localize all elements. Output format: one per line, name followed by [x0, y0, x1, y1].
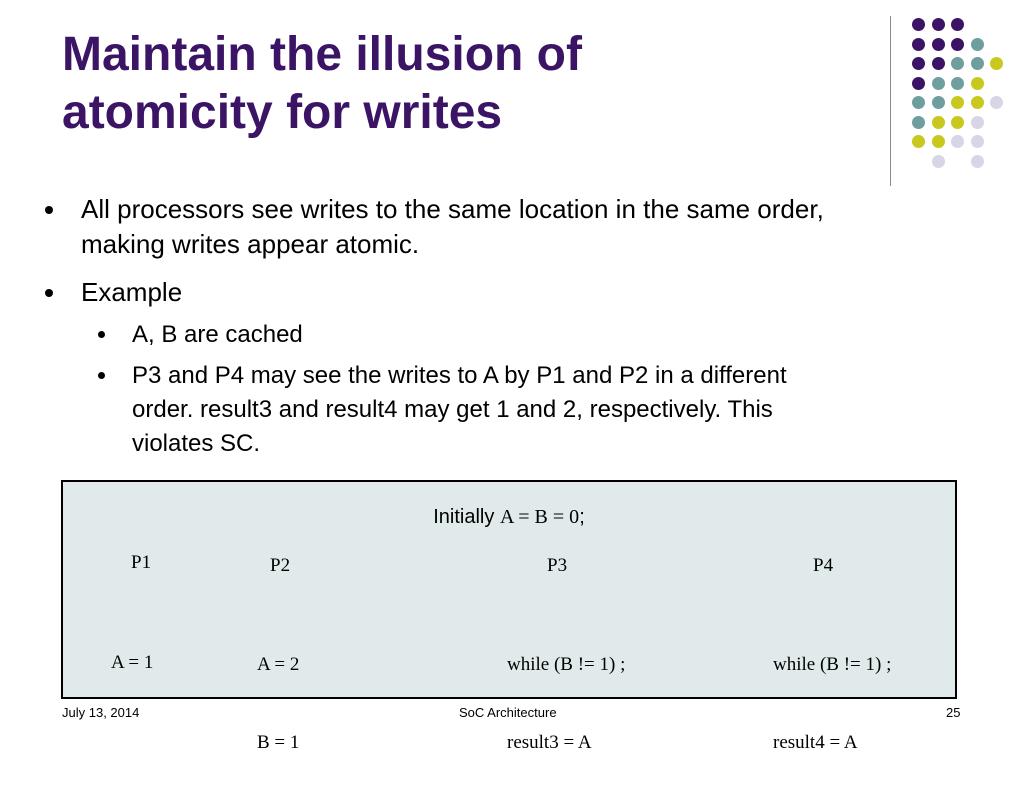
decorative-dot	[932, 135, 945, 148]
decorative-dot	[932, 38, 945, 51]
slide-title-line-1: Maintain the illusion of	[62, 28, 582, 81]
decorative-dot	[932, 57, 945, 70]
processor-code-p4	[773, 600, 891, 808]
decorative-dot	[990, 57, 1003, 70]
decorative-dot	[951, 77, 964, 90]
bullet-item-writes-order	[81, 192, 1001, 262]
decorative-dot	[932, 96, 945, 109]
decorative-dot	[912, 38, 925, 51]
decorative-dot	[912, 116, 925, 129]
decorative-dot	[932, 77, 945, 90]
decorative-dot	[912, 77, 925, 90]
decorative-dot	[951, 38, 964, 51]
decorative-dot	[951, 18, 964, 31]
decorative-dot	[990, 96, 1003, 109]
code-line: while (B != 1) ;	[507, 654, 626, 675]
processor-label-p4: P4	[813, 555, 834, 576]
bullet-text-line: making writes appear atomic.	[81, 229, 420, 259]
decorative-dot	[951, 96, 964, 109]
decorative-dot	[912, 18, 925, 31]
footer-date: July 13, 2014	[62, 705, 140, 720]
initially-label: Initially	[433, 506, 495, 528]
decorative-dot-grid	[900, 10, 1020, 170]
decorative-dot	[951, 116, 964, 129]
decorative-dot	[971, 38, 984, 51]
processor-label-p1: P1	[131, 552, 152, 573]
decorative-dot	[971, 155, 984, 168]
decorative-dot	[912, 135, 925, 148]
sub-bullet-item-violation	[132, 359, 952, 461]
processor-label-p3: P3	[547, 555, 568, 576]
initial-condition	[63, 506, 955, 529]
bullet-item-example	[81, 275, 1001, 310]
decorative-dot	[971, 57, 984, 70]
sub-bullet-text-line: P3 and P4 may see the writes to A by P1 and P2 in a different	[132, 362, 787, 389]
initially-terminator: ;	[579, 506, 585, 528]
decorative-dot	[971, 116, 984, 129]
code-line: result3 = A	[507, 732, 592, 753]
sub-bullet-text-line: order. result3 and result4 may get 1 and 2, respectively. This	[132, 396, 773, 423]
decorative-dot	[971, 135, 984, 148]
code-line: result4 = A	[773, 732, 858, 753]
decorative-dot	[932, 18, 945, 31]
decorative-dot	[912, 57, 925, 70]
code-line: B = 1	[257, 732, 300, 753]
initially-expression: A = B = 0	[499, 506, 580, 528]
code-line: while (B != 1) ;	[773, 654, 892, 675]
title-divider-line	[890, 16, 891, 186]
decorative-dot	[951, 135, 964, 148]
sub-bullet-text-line: A, B are cached	[132, 321, 303, 348]
decorative-dot	[932, 155, 945, 168]
decorative-dot	[912, 96, 925, 109]
processor-code-p2	[257, 600, 299, 808]
decorative-dot	[971, 96, 984, 109]
footer-page-number: 25	[946, 705, 961, 720]
decorative-dot	[971, 77, 984, 90]
bullet-text-line: All processors see writes to the same location in the same order,	[81, 194, 824, 224]
slide-title	[62, 26, 862, 142]
footer-course-name: SoC Architecture	[459, 705, 557, 720]
sub-bullet-text-line: violates SC.	[132, 430, 261, 457]
decorative-dot	[951, 57, 964, 70]
code-line: A = 2	[257, 654, 300, 675]
decorative-dot	[932, 116, 945, 129]
processor-label-p2: P2	[270, 555, 291, 576]
bullet-text-line: Example	[81, 277, 183, 307]
processor-code-p3	[507, 600, 625, 808]
slide-title-line-2: atomicity for writes	[62, 86, 503, 139]
sub-bullet-item-cached	[132, 318, 952, 352]
code-line: A = 1	[111, 652, 154, 673]
